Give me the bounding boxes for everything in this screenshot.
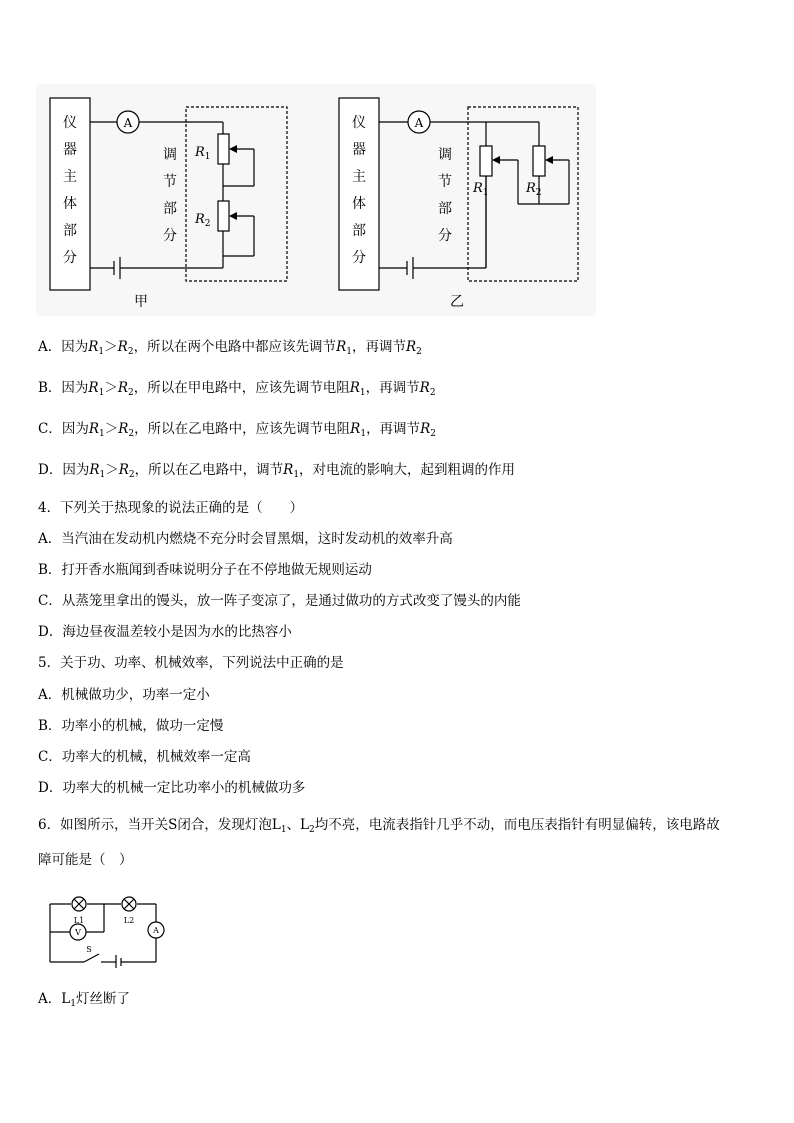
q5-option-a: A．机械做功少，功率一定小 <box>38 687 210 703</box>
adjust-char: 分 <box>163 228 177 244</box>
main-box-char: 部 <box>352 223 366 239</box>
main-box-char: 体 <box>63 196 77 212</box>
figure-label-jia: 甲 <box>134 294 148 310</box>
lamp-l2-label: L2 <box>123 916 135 925</box>
main-box-char: 器 <box>352 142 366 158</box>
main-box-char: 分 <box>63 250 77 266</box>
q5-option-b: B．功率小的机械，做功一定慢 <box>38 718 224 734</box>
q4-stem: 4．下列关于热现象的说法正确的是（ ） <box>38 500 304 516</box>
adjust-char: 节 <box>438 174 452 190</box>
r1-label: $R_1$ <box>473 181 489 198</box>
adjust-char: 分 <box>438 228 452 244</box>
ammeter-label: A <box>123 116 133 130</box>
adjust-char: 调 <box>438 147 452 163</box>
main-box-char: 部 <box>63 223 77 239</box>
q4-option-b: B．打开香水瓶闻到香味说明分子在不停地做无规则运动 <box>38 562 372 578</box>
q6-option-a: A．$L_1$灯丝断了 <box>38 991 130 1009</box>
lamp-l1-label: L1 <box>73 916 85 925</box>
adjust-char: 部 <box>163 201 177 217</box>
circuit-figure-2 <box>44 892 170 968</box>
main-box-char: 主 <box>352 169 366 185</box>
ammeter-label: A <box>414 116 424 130</box>
circuit-figure-1 <box>36 84 596 316</box>
main-box-char: 主 <box>63 169 77 185</box>
q5-stem: 5．关于功、功率、机械效率，下列说法中正确的是 <box>38 655 344 671</box>
main-box-char: 仪 <box>352 115 366 131</box>
adjust-char: 部 <box>438 201 452 217</box>
adjust-char: 节 <box>163 174 177 190</box>
q4-option-a: A．当汽油在发动机内燃烧不充分时会冒黑烟，这时发动机的效率升高 <box>38 531 453 547</box>
q5-option-d: D．功率大的机械一定比功率小的机械做功多 <box>38 780 306 796</box>
figure-label-yi: 乙 <box>450 294 464 310</box>
main-box-char: 器 <box>63 142 77 158</box>
q3-option-d: D．因为$R_1>R_2$，所以在乙电路中，调节$R_1$，对电流的影响大，起到粗调的作用 <box>38 462 516 480</box>
main-box-char: 仪 <box>63 115 77 131</box>
q6-stem-line2: 障可能是（ ） <box>38 852 133 868</box>
q3-option-b: B．因为$R_1>R_2$，所以在甲电路中，应该先调节电阻$R_1$，再调节$R_2$ <box>38 380 436 398</box>
switch-label: S <box>86 945 92 954</box>
adjust-char: 调 <box>163 147 177 163</box>
main-box-char: 分 <box>352 250 366 266</box>
main-box-char: 体 <box>352 196 366 212</box>
q4-option-c: C．从蒸笼里拿出的馒头，放一阵子变凉了，是通过做功的方式改变了馒头的内能 <box>38 593 521 609</box>
q3-option-c: C．因为$R_1>R_2$，所以在乙电路中，应该先调节电阻$R_1$，再调节$R_2$ <box>38 421 436 439</box>
voltmeter-label: V <box>75 928 81 937</box>
q3-option-a: A．因为$R_1>R_2$，所以在两个电路中都应该先调节$R_1$，再调节$R_2$ <box>38 339 422 357</box>
r2-label: $R_2$ <box>526 181 542 198</box>
q5-option-c: C．功率大的机械，机械效率一定高 <box>38 749 251 765</box>
q6-stem: 6．如图所示，当开关S闭合，发现灯泡$L_1$、$L_2$均不亮，电流表指针几乎不动，而电压表指针有明显偏转，该电路故 <box>38 817 720 835</box>
q4-option-d: D．海边昼夜温差较小是因为水的比热容小 <box>38 624 292 640</box>
r2-label: $R_2$ <box>195 212 211 229</box>
r1-label: $R_1$ <box>195 145 211 162</box>
ammeter-label: A <box>153 926 159 935</box>
